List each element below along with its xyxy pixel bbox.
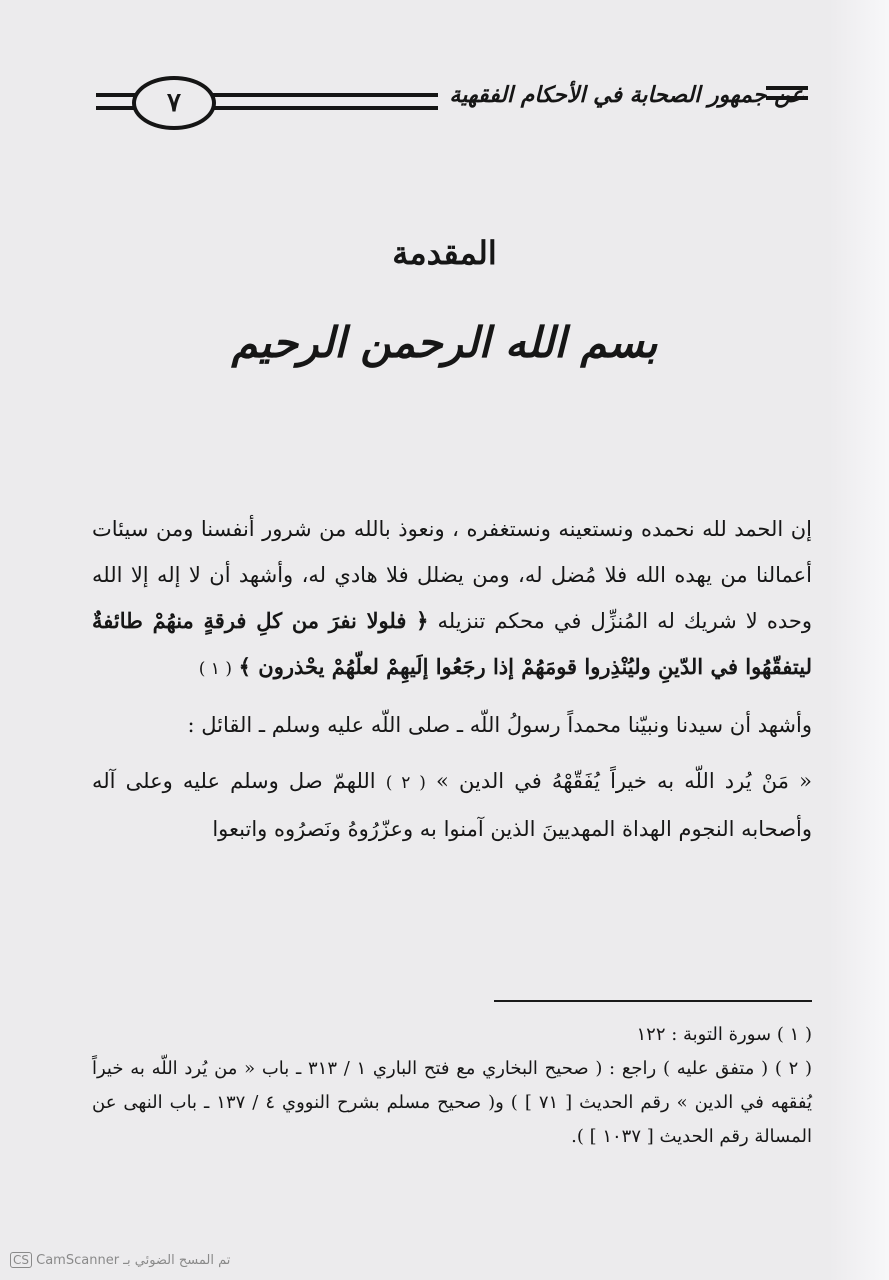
paragraph-hadith: [92, 758, 812, 852]
camscanner-logo-icon: CS: [10, 1252, 32, 1268]
footnote-2: ( ٢ ) ( متفق عليه ) راجع : ( صحيح البخاري مع فتح الباري ١ / ٣١٣ ـ باب « من يُرد اللّه به خيراً يُفقهه في الدين » رقم الحديث [ ٧١ ] ) و( صحيح مسلم بشرح النووي ٤ / ١٣٧ ـ باب النهى عن المسالة رقم الحديث [ ١٠٣٧ ] ).: [92, 1058, 813, 1147]
scanner-watermark: [6, 1252, 230, 1268]
paragraph-opening: [92, 506, 812, 692]
footnote-ref-1: ( ١ ): [198, 659, 232, 679]
hadith-continuation: اللهمّ صل وسلم عليه وعلى آله وأصحابه النجوم الهداة المهديينَ الذين آمنوا به وعزّرُوهُ ونَصرُوه واتبعوا: [92, 769, 812, 841]
opening-text: إن الحمد لله نحمده ونستعينه ونستغفره ، ونعوذ بالله من شرور أنفسنا ومن سيئات أعمالنا من يهده الله فلا مُضل له، ومن يضلل فلا هادي له، وأشهد أن لا إله إلا الله وحده لا شريك له المُنزِّل في محكم تنزيله: [92, 517, 812, 633]
footnote-ref-2: ( ٢ ): [385, 773, 426, 793]
footnote-divider: [494, 1000, 812, 1002]
page-number: ٧: [132, 76, 216, 130]
basmala: بسم الله الرحمن الرحيم: [231, 318, 658, 367]
watermark-text: تم المسح الضوئي بـ CamScanner: [36, 1253, 231, 1268]
footnotes: [92, 1018, 812, 1154]
hadith-quote: « مَنْ يُرد اللّه به خيراً يُفَقّهْهُ في الدين »: [436, 769, 812, 793]
body-text: [92, 506, 812, 852]
running-title: عن جمهور الصحابة في الأحكام الفقهية: [449, 82, 804, 108]
section-heading: المقدمة: [392, 234, 497, 272]
page-edge-shade: [829, 0, 889, 1280]
paragraph-testimony: وأشهد أن سيدنا ونبيّنا محمداً رسولُ اللّه ـ صلى اللّه عليه وسلم ـ القائل :: [187, 713, 812, 737]
footnote-1: ( ١ ) سورة التوبة : ١٢٢: [636, 1024, 812, 1045]
quran-verse: ﴿ فلولا نفرَ من كلِ فرقةٍ منهُمْ طائفةٌ ليتفقّهُوا في الدّينِ وليُنْذِروا قومَهُمْ إذا رجَعُوا إلَيهِمْ لعلّهُمْ يحْذرون ﴾: [92, 608, 812, 679]
